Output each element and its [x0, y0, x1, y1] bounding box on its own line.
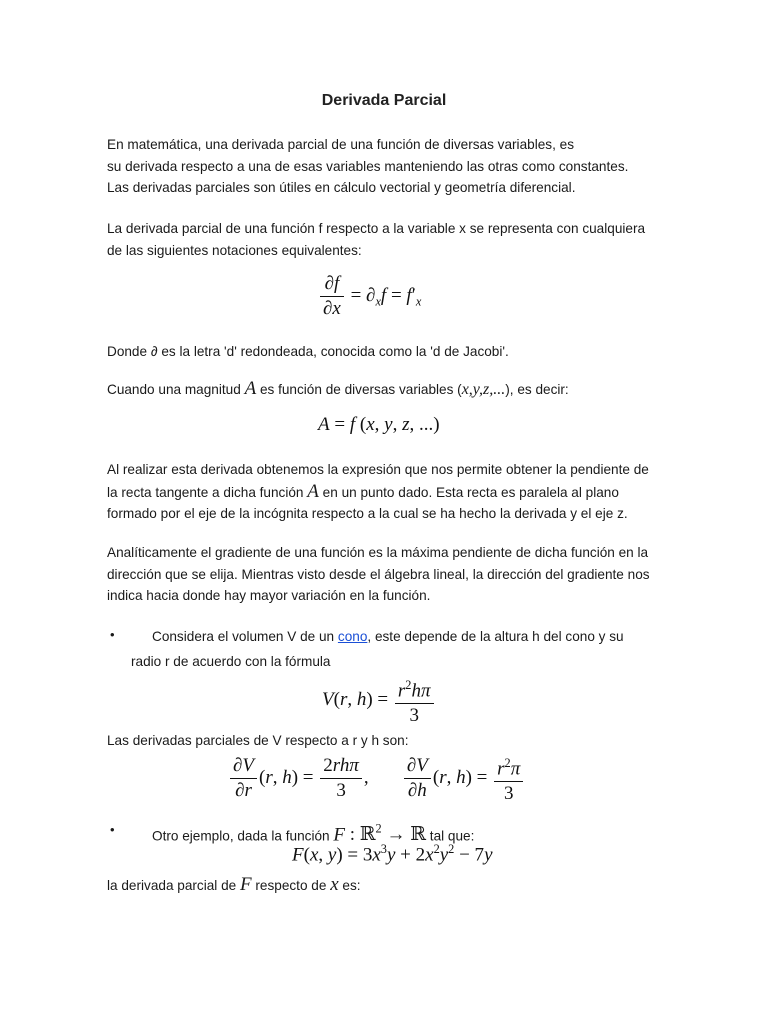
text-line: formado por el eje de la incógnita respecto a la cual se ha hecho la derivada y el eje z. — [107, 506, 628, 521]
formula-cone-partials: $\frac{\partial V}{\partial r}$ (r, h) = $\frac{\text{2rhπ}}{3}$ , $\frac{\partial V}{\partial h}$ (r, h) = $\frac{r^2\pi}{3}$ — [228, 751, 525, 806]
bullet-marker: • — [110, 822, 115, 837]
math-var: A — [307, 480, 319, 502]
math-function-signature: F — [333, 824, 345, 846]
text-line: En matemática, una derivada parcial de una función de diversas variables, es — [107, 137, 574, 152]
bullet-cone-line1 — [152, 626, 672, 648]
text-fragment: la recta tangente a dicha función — [107, 484, 308, 500]
text-line: Las derivadas parciales de V respecto a r y h son: — [107, 733, 409, 748]
text-line: Analíticamente el gradiente de una función es la máxima pendiente de dicha función en la — [107, 545, 649, 560]
text-fragment: Cuando una magnitud — [107, 382, 245, 397]
bullet-example-line: Otro ejemplo, dada la función F : ℝ$^2$ → ℝ tal que: — [152, 822, 475, 846]
text-line: dirección que se elija. Mientras visto desde el álgebra lineal, la dirección del gradiente nos — [107, 566, 650, 582]
formula-cone-volume: V(r, h) = $\frac{r^2h\pi}{3}$ — [322, 673, 436, 728]
paragraph-tangent — [107, 459, 661, 525]
text-line: indica hacia donde hay mayor variación en la función. — [107, 588, 431, 603]
text-line: La derivada parcial de una función f respecto a la variable x se representa con cualquiera — [107, 221, 646, 236]
text-fragment: ), es decir: — [505, 382, 569, 397]
formula-notations: $\frac{\partial f}{\partial x}$ = $\partial_xf = f'_x$ — [318, 272, 421, 321]
cone-link[interactable]: cono — [337, 629, 368, 644]
text-line: Donde ∂ es la letra 'd' redondeada, conocida como la 'd de Jacobi'. — [107, 344, 509, 359]
text-line: Las derivadas parciales son útiles en cálculo vectorial y geometría diferencial. — [107, 180, 576, 195]
formula-example-function: F(x, $y) = 3x^3y + 2x^2y^2 - 7y$ — [292, 842, 493, 866]
math-var: A — [244, 378, 257, 399]
text-fragment: es función de diversas variables ( — [256, 382, 462, 397]
bullet-marker: • — [110, 627, 115, 642]
math-var: x — [330, 874, 339, 895]
formula-function: A = f (x, y, z, ...) — [318, 414, 440, 435]
text-line: de las siguientes notaciones equivalentes: — [107, 242, 362, 258]
paragraph-gradient — [107, 542, 661, 607]
text-fragment: , este depende de la altura h del cono y su — [367, 629, 624, 644]
bullet-cone-line2: radio r de acuerdo con la fórmula — [131, 654, 331, 669]
text-fragment: es: — [338, 878, 361, 893]
math-vars: x,y,z,... — [461, 381, 506, 398]
text-fragment: Considera el volumen V de un — [152, 629, 338, 644]
text-fragment: Otro ejemplo, dada la función — [152, 828, 334, 844]
paragraph-notation — [107, 218, 661, 261]
paragraph-jacobi — [107, 341, 661, 363]
paragraph-partial-x — [107, 874, 661, 897]
text-fragment: la derivada parcial de — [107, 878, 240, 893]
text-fragment: tal que: — [426, 828, 475, 844]
paragraph-definition — [107, 134, 661, 199]
text-fragment: en un punto dado. Esta recta es paralela al plano — [318, 484, 619, 500]
text-fragment: respecto de — [251, 878, 331, 893]
paragraph-partials-intro — [107, 730, 661, 752]
text-line: su derivada respecto a una de esas variables manteniendo las otras como constantes. — [107, 158, 629, 174]
page-title: Derivada Parcial — [321, 92, 447, 109]
text-line: Al realizar esta derivada obtenemos la expresión que nos permite obtener la pendiente de — [107, 462, 649, 477]
math-var: F — [240, 874, 252, 895]
paragraph-magnitude — [107, 378, 661, 401]
